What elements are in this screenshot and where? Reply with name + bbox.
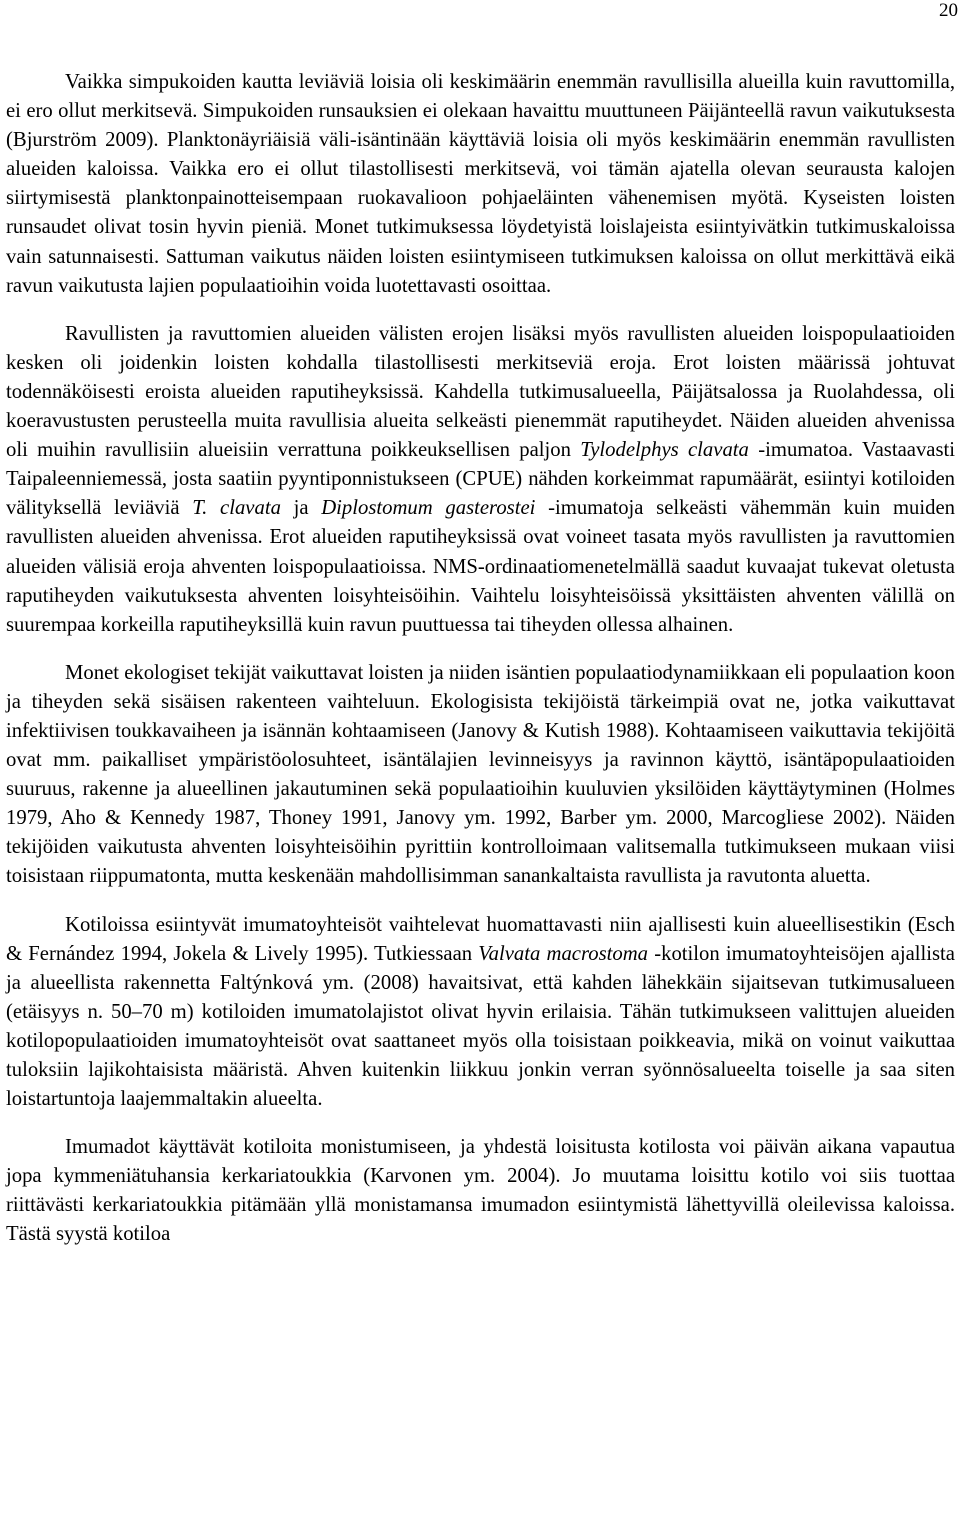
text-segment: Vaikka simpukoiden kautta leviäviä loisia oli keskimäärin enemmän ravullisilla alueilla kuin ravuttomilla, ei ero ollut merkitsevä. Simpukoiden runsauksien ei olekaan havaittu muuttuneen Päijänteellä ravun vaikutuksesta (Bjurström 2009). Planktonäyriäisiä väli-isäntinään käyttäviä loisia oli myös keskimäärin enemmän ravullisten alueiden kaloissa. Vaikka ero ei ollut tilastollisesti merkitsevä, voi tämän ajatella olevan seurausta kalojen siirtymisestä planktonpainotteisempaan ruokavalioon pohjaeläinten vähenemisen myötä. Kyseisten loisten runsaudet olivat tosin hyvin pieniä. Monet tutkimuksessa löydetyistä loislajeista esiintyivätkin tutkimuskaloissa vain satunnaisesti. Sattuman vaikutus näiden loisten esiintymiseen tutkimuksen kaloissa on ollut merkittävä eikä ravun vaikutusta lajien populaatioihin voida luotettavasti osoittaa. xyxy=(6,71,955,297)
text-segment: Monet ekologiset tekijät vaikuttavat loisten ja niiden isäntien populaatiodynamiikkaan eli populaation koon ja tiheyden sekä sisäisen rakenteen vaihteluun. Ekologisista tekijöistä tärkeimpiä ovat ne, jotka vaikuttavat infektiivisen toukkavaiheen ja isännän kohtaamiseen (Janovy & Kutish 1988). Kohtaamiseen vaikuttavia tekijöitä ovat mm. paikalliset ympäristöolosuhteet, isäntälajien levinneisyys ja ravinnon käyttö, isäntäpopulaatioiden suuruus, rakenne ja alueellinen jakautuminen sekä populaatioihin kuuluvien yksilöiden käyttäytyminen (Holmes 1979, Aho & Kennedy 1987, Thoney 1991, Janovy ym. 1992, Barber ym. 2000, Marcogliese 2002). Näiden tekijöiden vaikutusta ahventen loisyhteisöihin pyrittiin kontrolloimaan valitsemalla tutkimukseen mukaan viisi toisistaan riippumatonta, mutta keskenään mahdollisimman sanankaltaista ravullista ja ravutonta aluetta. xyxy=(6,661,955,888)
italic-text: T. clavata xyxy=(192,497,281,520)
page-number: 20 xyxy=(939,0,958,21)
text-segment: Imumadot käyttävät kotiloita monistumiseen, ja yhdestä loisitusta kotilosta voi päivän aikana vapautua jopa kymmeniätuhansia kerkariatoukkia (Karvonen ym. 2004). Jo muutama loisittu kotilo voi siis tuottaa riittävästi kerkariatoukkia pitämään yllä monistamansa imumadon esiintymistä lähettyvillä oleilevissa kaloissa. Tästä syystä kotiloa xyxy=(6,1136,955,1246)
paragraph xyxy=(6,320,955,640)
text-segment: -kotilon imumatoyhteisöjen ajallista ja alueellista rakennetta Faltýnková ym. (2008) havaitsivat, että kahden lähekkäin sijaitsevan tutkimusalueen (etäisyys n. 50–70 m) kotiloiden imumatolajistot olivat hyvin erilaisia. Tähän tutkimukseen valittujen alueiden kotilopopulaatioiden imumatoyhteisöt ovat saattaneet myös olla toisistaan poikkeavia, mikä on voinut vaikuttaa tuloksiin lajikohtaisista määristä. Ahven kuitenkin liikkuu jonkin verran syönnösalueelta toiselle ja saa siten loistartuntoja laajemmaltakin alueelta. xyxy=(6,942,955,1111)
text-segment: -imumatoa. Vastaavasti Taipaleenniemessä, josta saatiin pyyntiponnistukseen (CPUE) nähden korkeimmat rapumäärät, esiintyi kotiloiden välityksellä leviäviä xyxy=(6,439,956,520)
text-segment: ja xyxy=(280,497,322,520)
text-segment: Ravullisten ja ravuttomien alueiden välisten erojen lisäksi myös ravullisten alueiden loispopulaatioiden kesken oli joidenkin loisten kohdalla tilastollisesti merkitseviä eroja. Erot loisten määrissä johtuvat todennäköisesti eroista alueiden raputiheyksissä. Kahdella tutkimusalueella, Päijätsalossa ja Ruolahdessa, oli koeravustusten perusteella muita ravullisia alueita selkeästi pienemmät raputiheydet. Näiden alueiden ahvenissa oli muihin ravullisiin alueisiin verrattuna poikkeuksellisen paljon xyxy=(6,322,955,462)
italic-text: Diplostomum gasterostei xyxy=(321,497,536,520)
body-text xyxy=(6,68,955,1269)
italic-text: Tylodelphys clavata xyxy=(580,439,749,462)
paragraph xyxy=(6,1133,955,1249)
text-segment: Kotiloissa esiintyvät imumatoyhteisöt vaihtelevat huomattavasti niin ajallisesti kuin alueellisestikin (Esch & Fernández 1994, Jokela & Lively 1995). Tutkiessaan xyxy=(6,913,955,965)
text-segment: -imumatoja selkeästi vähemmän kuin muiden ravullisten alueiden ahvenissa. Erot alueiden raputiheyksissä ovat voineet tasata myös ravullisten ja ravuttomien alueiden välisiä eroja ahventen loispopulaatioissa. NMS-ordinaatiomenetelmällä saadut kuvaajat tukevat oletusta raputiheyden vaikutuksesta ahventen loisyhteisöihin. Vaihtelu loisyhteisöissä yksittäisten ahventen välillä on suurempaa korkeilla raputiheyksillä kuin ravun puuttuessa tai tiheyden ollessa alhainen. xyxy=(6,497,956,636)
italic-text: Valvata macrostoma xyxy=(478,942,649,965)
paragraph xyxy=(6,68,955,301)
paragraph xyxy=(6,659,955,892)
paragraph xyxy=(6,911,955,1115)
